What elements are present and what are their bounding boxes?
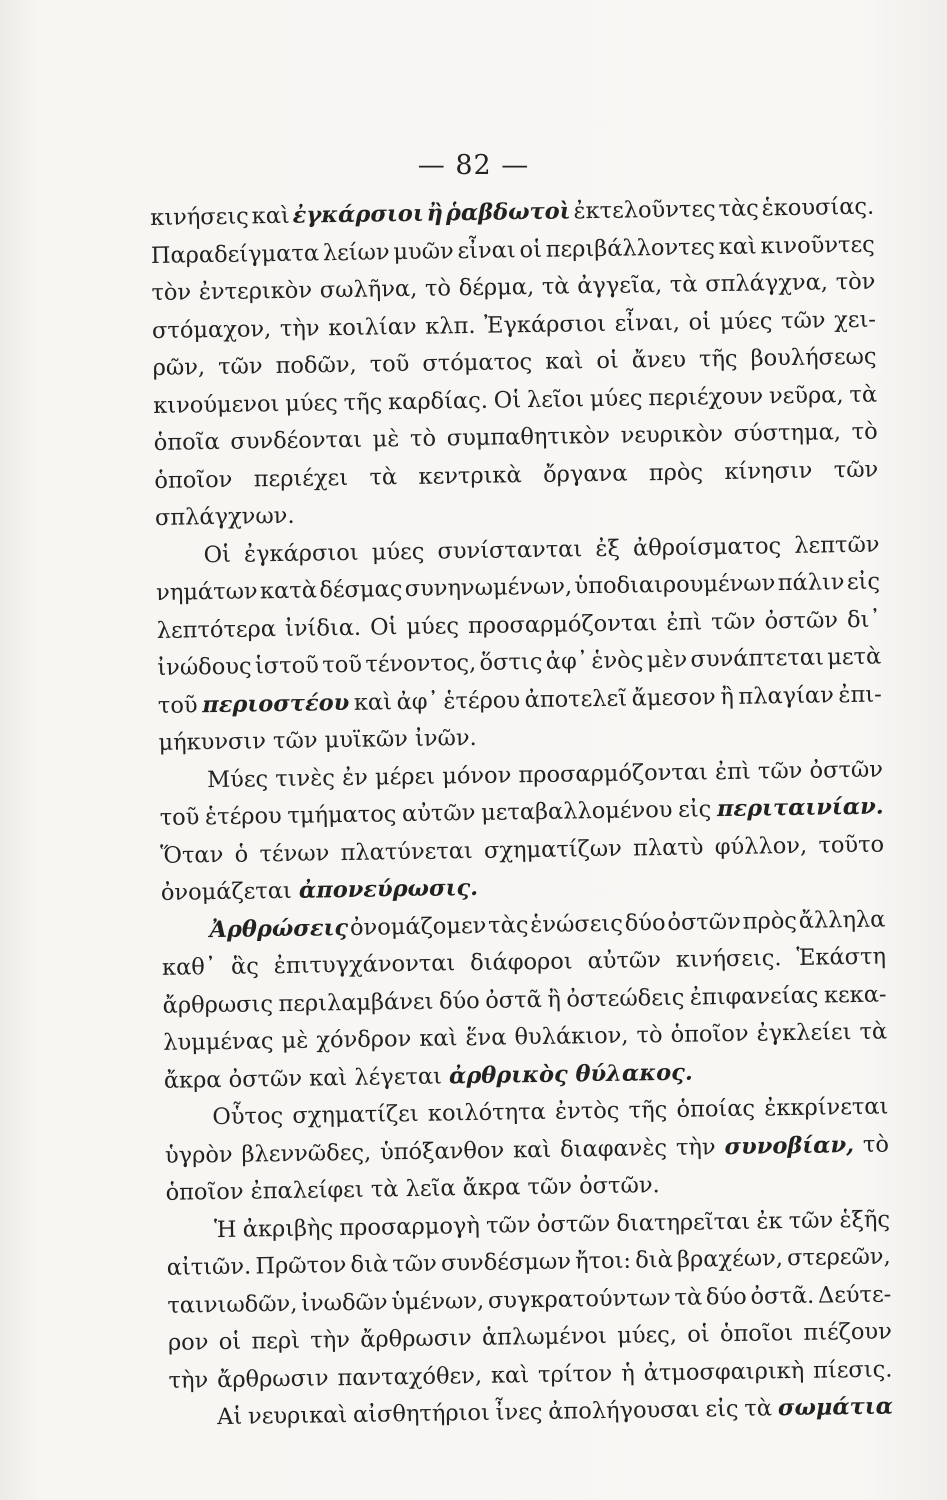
word: ὀστᾶ. (750, 1282, 815, 1310)
word: ὁποίας (676, 1095, 756, 1123)
word: ἀποτελεῖ (524, 685, 628, 713)
word: ἐπιφανείας (689, 982, 819, 1011)
word: ἢ (547, 986, 562, 1013)
word: ὁποῖα (153, 428, 220, 456)
word: ἐν (341, 764, 369, 791)
word: ἀφ᾽ (545, 648, 589, 675)
word: ἀτμοσφαιρικὴ (643, 1357, 805, 1386)
word: κινήσεις (150, 203, 249, 231)
word: στερεῶν, (786, 1243, 891, 1272)
word: Ἑκάστη (796, 943, 887, 971)
word: Οἱ (369, 613, 398, 641)
word: τῶν (780, 306, 826, 334)
word: δύο (624, 909, 666, 937)
word: περιέχει (253, 464, 349, 492)
word: ἑκουσίας. (761, 193, 875, 222)
word: τὰς (487, 911, 529, 939)
word: τὰ (859, 1018, 888, 1045)
word: τῶν (710, 608, 756, 635)
word: τὰ (669, 271, 698, 298)
word: περιέχουν (648, 382, 764, 411)
word: οἱ (687, 1321, 710, 1348)
word: τὰ (369, 463, 398, 491)
word: τῆς (343, 388, 383, 416)
word: ὀνομάζομεν (349, 912, 487, 941)
word: τὴν (310, 1327, 351, 1354)
word: Δεύτε- (817, 1280, 892, 1309)
word: δέρμα, (458, 273, 535, 302)
word: περὶ (251, 1327, 301, 1355)
word: τοῦ (157, 691, 198, 719)
word: δύο (705, 1283, 747, 1310)
word: καὶ (718, 232, 757, 260)
word: τὰ (849, 381, 878, 408)
word: περιλαμβάνει (278, 988, 434, 1017)
word: ἄρθρωσις (162, 990, 274, 1019)
word: ἐπὶ (666, 608, 703, 636)
word: μὲν (646, 646, 688, 674)
word: προσαρμόζονται (467, 609, 658, 639)
word: Ἀρθρώσεις (209, 914, 349, 943)
word: συνδέσμων (440, 1248, 572, 1277)
word: αὐτῶν (401, 799, 476, 828)
word: νεῦρα, (768, 381, 844, 409)
word: βραχέων, (676, 1245, 784, 1273)
word: ἢ (720, 683, 735, 710)
word: τοῦ (369, 350, 410, 378)
word: τὰς (718, 195, 759, 223)
word: συνδέονται (230, 426, 363, 455)
page-number: — 82 — (417, 150, 530, 181)
word: ὀστᾶ (485, 986, 542, 1014)
word: σχηματίζων (483, 835, 623, 864)
word: μετὰ (827, 643, 882, 671)
word: οἱ (218, 1328, 242, 1356)
word: ἐντὸς (554, 1097, 620, 1125)
word: τὸ (409, 425, 437, 452)
word: τμήματος (287, 801, 397, 829)
text-segment: ἄκρα ὀστῶν καὶ λέγεται (163, 1062, 450, 1094)
word: μύες (406, 612, 460, 640)
word: τὸ (636, 1022, 663, 1049)
word: τένοντος, (365, 649, 477, 678)
word: τοῦ (322, 651, 363, 679)
word: κινήσεις. (675, 945, 782, 973)
word: τῶν (833, 456, 879, 483)
word: ἁπλωμένοι (481, 1322, 608, 1351)
word: ὀστῶν (809, 756, 884, 784)
word: καὶ (251, 202, 290, 230)
word: αἰτιῶν. (166, 1253, 252, 1281)
word: ἑτέρου (204, 803, 282, 831)
word: μύες (371, 538, 425, 566)
word: κατὰ (259, 577, 318, 605)
word: ἐγκάρσιοι (292, 200, 424, 229)
word: ἀφ᾽ (396, 688, 439, 715)
word: πρὸς (742, 907, 798, 935)
word: τὸ (424, 275, 452, 302)
word: συνηνωμένων, (404, 573, 573, 603)
word: χει- (833, 306, 877, 333)
word: περιοστέου (202, 689, 350, 718)
word: συνάπτεται (690, 644, 825, 673)
word: πιέζουν (803, 1318, 892, 1346)
word: ἰνίδια. (284, 614, 362, 642)
word: περιταινίαν. (716, 793, 884, 823)
word: τὸ (851, 418, 878, 446)
word: μέρει (374, 763, 436, 791)
word: ἐντερικὸν (198, 277, 313, 306)
word: αἰσθητήριοι (352, 1399, 490, 1428)
word: μύες, (617, 1321, 678, 1349)
word: πάλιν (777, 569, 845, 597)
word: πρὸς (648, 458, 704, 486)
word: συνοβίαν, (724, 1131, 855, 1160)
word: τὸν (151, 279, 192, 306)
word: εἶναι, (614, 309, 681, 337)
word: τῶν (217, 353, 263, 380)
word: ἄρθρωσιν (360, 1325, 472, 1353)
word: ἡ (621, 1360, 635, 1387)
word: ἐκ (756, 1207, 783, 1235)
word: ὁποῖοι (719, 1320, 794, 1348)
word: τοῦτο (818, 831, 885, 859)
word: τρίτον (537, 1360, 613, 1388)
word: πλατὺ (632, 833, 704, 861)
text-segment: ὁποῖον ἐπαλείφει τὰ λεῖα ἄκρα τῶν ὀστῶν. (165, 1172, 660, 1206)
word: ἃς (230, 953, 260, 980)
word: ὅστις (479, 648, 543, 676)
word: διάφοροι (469, 948, 573, 977)
word: ὑγρὸν (164, 1141, 233, 1169)
word: καὶ (545, 348, 584, 375)
word: ἕνα (465, 1024, 507, 1052)
word: ἀθροίσματος (632, 532, 782, 561)
word: εἰς (846, 568, 881, 596)
word: μόνον (442, 761, 512, 789)
word: δέσμας (319, 576, 403, 604)
word: τὸ (862, 1131, 890, 1158)
word: ἐπι- (838, 681, 882, 708)
word: ὄργανα (542, 460, 628, 488)
word: ὑπόξανθον (379, 1137, 505, 1166)
word: στόμαχον, (151, 315, 272, 344)
word: διατηρεῖται (616, 1208, 751, 1237)
word: ῥαβδωτοὶ (445, 198, 571, 227)
word: διαφανὲς (559, 1134, 668, 1163)
word: καθ᾽ (161, 954, 217, 981)
word: Ἐγκάρσιοι (484, 310, 607, 339)
word: οἱ (519, 236, 543, 263)
word: Οἱ (493, 386, 522, 414)
word: βλεννῶδες, (241, 1139, 372, 1168)
word: σχηματίζει (292, 1100, 419, 1129)
word: ἀγγεῖα, (577, 271, 663, 300)
word: διὰ (350, 1251, 389, 1278)
word: ἢ (426, 200, 444, 227)
word: νευρικαὶ (247, 1402, 348, 1430)
word: Οὗτος (212, 1103, 284, 1131)
word: ὀστῶν (536, 1210, 611, 1238)
word: κινούμενοι (153, 390, 280, 419)
word: οἱ (688, 308, 712, 336)
word: κοιλίαν (328, 313, 417, 341)
word: δύο (438, 987, 480, 1015)
word: τὰ (541, 273, 570, 300)
word: ἰνώδους (157, 653, 252, 681)
word: οἱ (596, 347, 619, 375)
word: ἶνες (495, 1398, 543, 1426)
word: Οἱ (203, 541, 232, 568)
word: τὸν (835, 268, 876, 296)
word: ἀπολήγουσαι (548, 1396, 700, 1425)
word: ἄρθρωσιν (216, 1364, 329, 1393)
word: βουλήσεως (750, 343, 877, 372)
word: ἄνευ (631, 346, 687, 374)
word: ἄλληλα (798, 906, 886, 934)
word: Μύες (206, 765, 269, 793)
word: τῆς (628, 1096, 668, 1124)
word: ἐγκάρσιοι (243, 539, 359, 568)
word: χόνδρον (316, 1026, 412, 1054)
word: τῶν (757, 757, 803, 785)
word: εἰς (677, 796, 712, 823)
word: κεντρικὰ (418, 461, 522, 490)
word: κίνησιν (724, 457, 813, 485)
word: λεῖοι (526, 385, 585, 413)
text-segment: ὀνομάζεται (160, 877, 300, 906)
word: πλαγίαν (738, 681, 835, 710)
word: ἰνωδῶν (300, 1288, 388, 1317)
word: καρδίας. (387, 387, 489, 415)
word: συνίστανται (437, 535, 583, 565)
word: ἐκκρίνεται (764, 1093, 889, 1122)
word: ἑτέρου (443, 686, 521, 714)
word: τὰ (674, 1283, 703, 1311)
word: ὀστεώδεις (566, 984, 685, 1013)
word: καὶ (512, 1136, 552, 1163)
word: τῆς (698, 345, 738, 373)
word: Ἡ (213, 1216, 237, 1243)
word: Αἱ (216, 1403, 243, 1431)
word: θυλάκιον, (514, 1022, 629, 1051)
word: καὶ (353, 688, 393, 716)
word: σωλῆνα, (319, 275, 418, 304)
word: ἀκριβὴς (242, 1214, 334, 1243)
word: μὲ (372, 426, 400, 453)
word: ἄμεσον (631, 683, 716, 711)
word: ποδῶν, (275, 351, 357, 380)
word: ὑποδιαιρουμένων (574, 570, 776, 600)
word: φύλλον, (714, 832, 808, 860)
word: λείων (322, 238, 390, 266)
word: συμπαθητικὸν (446, 422, 611, 452)
word: τένων (259, 839, 330, 867)
word: τὴν (168, 1366, 209, 1394)
word: ἐκτελοῦντες (573, 196, 716, 225)
word: μύες (589, 384, 643, 412)
word: Ὅταν (160, 841, 224, 869)
word: ὁποῖον (670, 1020, 749, 1048)
word: ρῶν, (152, 354, 206, 381)
word: εἰς (705, 1395, 739, 1423)
word: αὐτῶν (587, 947, 662, 975)
word: ἤτοι: (574, 1247, 632, 1275)
word: σωμάτια (777, 1393, 894, 1422)
word: λυμμένας (163, 1028, 274, 1056)
word: μύες (719, 307, 773, 335)
word: κεκα- (823, 981, 887, 1009)
word: πλατύνεται (340, 837, 473, 866)
word: πίεσις. (812, 1355, 893, 1384)
word: ἑνὸς (591, 647, 644, 675)
word: ὀστῶν (667, 908, 741, 936)
word: εἶναι (457, 236, 516, 264)
word: Πρῶτον (255, 1252, 347, 1280)
word: μύες (285, 389, 338, 417)
word: δι᾽ (846, 606, 881, 633)
word: κοιλότητα (427, 1098, 546, 1127)
emphasized-term: ἀρθρικὸς θύλακος. (448, 1059, 693, 1089)
body-text (150, 189, 893, 1438)
word: κινοῦντες (760, 231, 875, 259)
word: τὴν (675, 1133, 716, 1161)
word: λεπτῶν (794, 531, 880, 559)
text-segment: σπλάγχνων. (154, 502, 295, 531)
word: σπλάγχνα, (705, 269, 829, 298)
word: ἑνώσεις (530, 910, 624, 938)
word: πανταχόθεν, (337, 1362, 483, 1391)
emphasized-term: ἀπονεύρωσις. (298, 874, 479, 904)
word: ὁποῖον (154, 466, 233, 494)
word: ἐγκλείει (756, 1019, 852, 1047)
word: καὶ (419, 1025, 458, 1052)
word: τῶν (392, 1250, 437, 1278)
word: τὰ (744, 1395, 773, 1422)
word: ταινιωδῶν, (167, 1290, 298, 1319)
word: συγκρατούντων (487, 1284, 671, 1314)
word: καὶ (490, 1361, 530, 1389)
word: νημάτων (155, 578, 258, 606)
word: ἐξ (595, 535, 621, 562)
word: ἐπιτυγχάνονται (273, 950, 456, 980)
word: προσαρμογὴ (339, 1212, 481, 1241)
word: Παραδείγματα (150, 239, 320, 269)
word: μὲ (281, 1027, 309, 1055)
word: ὁ (234, 841, 249, 868)
word: ἱστοῦ (254, 652, 320, 680)
text-segment: μήκυνσιν τῶν μυϊκῶν ἰνῶν. (158, 724, 477, 756)
word: σύστημα, (733, 419, 842, 447)
word: λεπτότερα (156, 615, 277, 644)
word: ὀστῶν (764, 606, 839, 634)
word: τοῦ (159, 804, 200, 831)
word: ἑξῆς (839, 1206, 891, 1233)
word: τῶν (485, 1211, 531, 1239)
word: μεταβαλλομένου (480, 796, 673, 826)
word: μυῶν (393, 237, 454, 265)
word: ἐπὶ (714, 758, 751, 785)
word: περιβάλλοντες (545, 233, 716, 263)
word: τὴν (279, 314, 320, 342)
word: ρον (167, 1329, 209, 1356)
word: τινὲς (275, 764, 336, 792)
word: νευρικὸν (620, 421, 724, 449)
word: στόματος (422, 349, 533, 377)
word: διὰ (635, 1246, 674, 1274)
word: κλπ. (425, 312, 476, 340)
word: ὑμένων, (391, 1287, 485, 1315)
word: τῶν (788, 1206, 834, 1234)
word: προσαρμόζονται (518, 758, 709, 788)
